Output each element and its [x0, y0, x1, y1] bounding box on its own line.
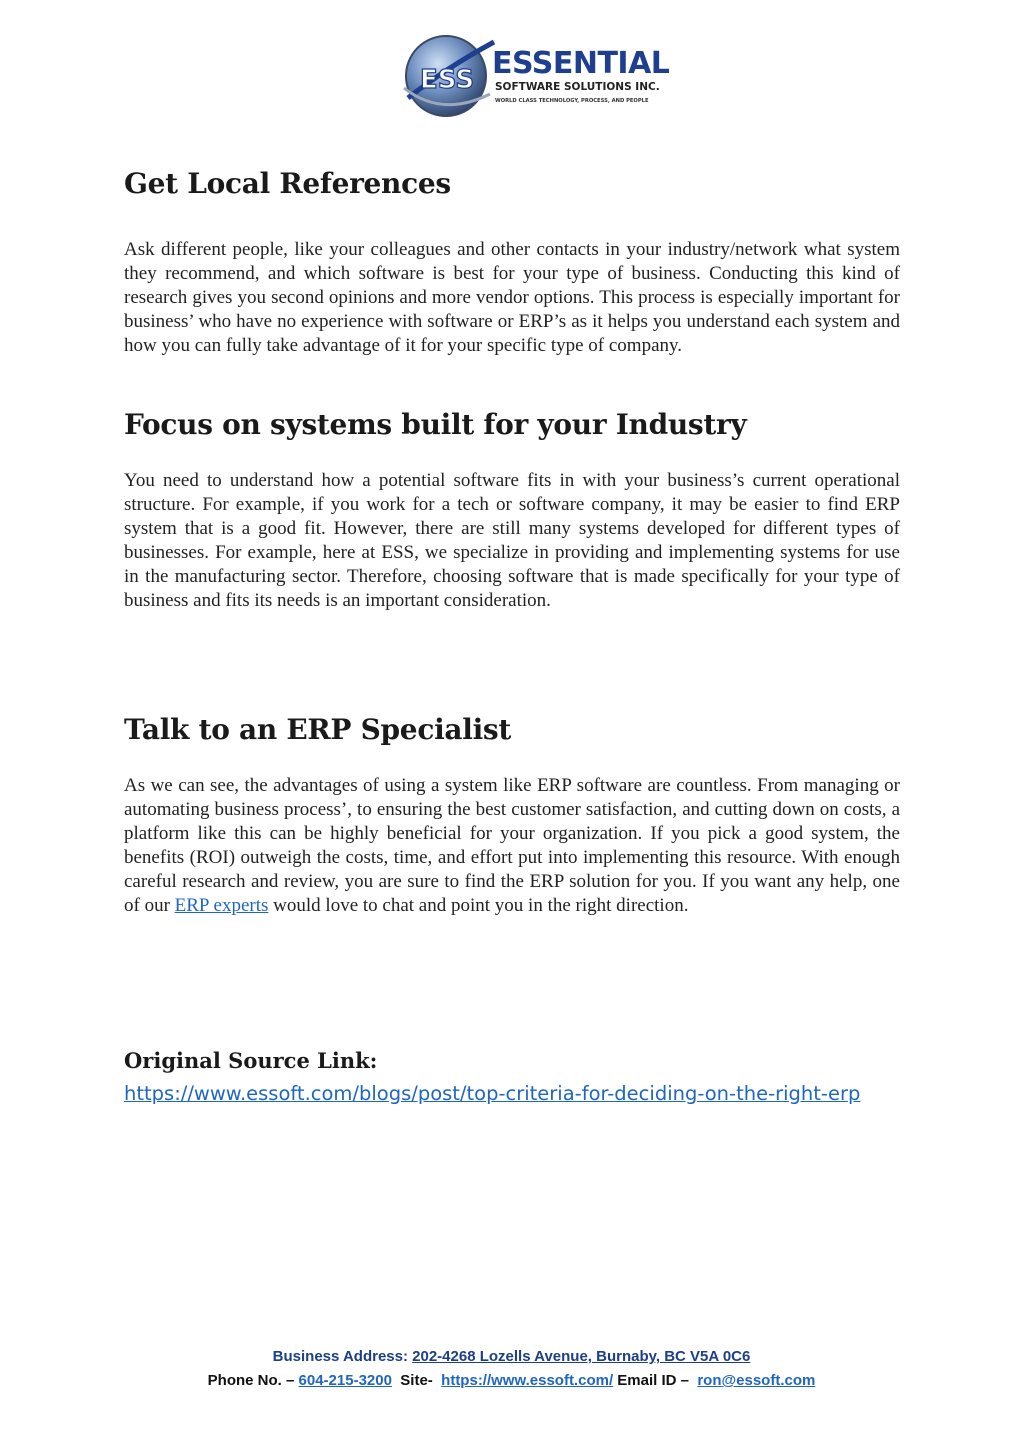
- heading-local-references: Get Local References: [124, 167, 451, 200]
- svg-text:ESS: ESS: [420, 65, 475, 95]
- phone-label: Phone No: [207, 1372, 278, 1389]
- section-erp-specialist: [124, 712, 900, 919]
- phone-separator: . –: [277, 1372, 295, 1389]
- email-link[interactable]: ron@essoft.com: [697, 1372, 816, 1389]
- section-industry-systems: [124, 407, 900, 614]
- paragraph-erp-specialist-text: As we can see, the advantages of using a system like ERP software are countless. From managing or automating business process’, to ensuring the best customer satisfaction, and cutting down on costs, a platform like this can be highly beneficial for your organization. If you pick a good system, the benefits (ROI) outweigh the costs, time, and effort put into implementing this resource. With enough careful research and review, you are sure to find the ERP solution for you. If you want any help, one of our: [124, 775, 900, 917]
- heading-industry-systems: Focus on systems built for your Industry: [124, 408, 747, 441]
- svg-text:ESSENTIAL: ESSENTIAL: [492, 46, 670, 81]
- erp-experts-link[interactable]: ERP experts: [174, 895, 269, 917]
- email-label: Email ID –: [617, 1372, 689, 1389]
- footer-address: [0, 1348, 1023, 1365]
- heading-erp-specialist: Talk to an ERP Specialist: [124, 713, 512, 746]
- address-link[interactable]: 202-4268 Lozells Avenue, Burnaby, BC V5A 0C6: [412, 1348, 751, 1365]
- paragraph-erp-specialist: [124, 774, 900, 919]
- paragraph-local-references: Ask different people, like your colleagues and other contacts in your industry/network what system they recommend, and which software is best for your type of business. Conducting this kind of research gives you second opinions and more vendor options. This process is especially important for business’ who have no experience with software or ERP’s as it helps you understand each system and how you can fully take advantage of it for your specific type of company.: [124, 239, 900, 357]
- svg-text:WORLD CLASS TECHNOLOGY, PROCES: WORLD CLASS TECHNOLOGY, PROCESS, AND PEOPLE: [495, 98, 649, 104]
- source-link-title: Original Source Link:: [124, 1048, 378, 1073]
- site-label: Site-: [400, 1372, 433, 1389]
- footer-contact: [0, 1372, 1023, 1389]
- paragraph-erp-specialist-end: would love to chat and point you in the right direction.: [273, 895, 689, 917]
- company-logo: [402, 28, 670, 120]
- address-label: Business Address:: [272, 1348, 408, 1365]
- phone-link[interactable]: 604-215-3200: [298, 1372, 392, 1389]
- section-local-references: [124, 166, 900, 358]
- svg-text:SOFTWARE SOLUTIONS INC.: SOFTWARE SOLUTIONS INC.: [495, 81, 660, 93]
- source-link-url[interactable]: https://www.essoft.com/blogs/post/top-criteria-for-deciding-on-the-right-erp: [124, 1082, 861, 1105]
- site-link[interactable]: https://www.essoft.com/: [441, 1372, 614, 1389]
- paragraph-industry-systems: You need to understand how a potential software fits in with your business’s current operational structure. For example, if you work for a tech or software company, it may be easier to find ERP system that is a good fit. However, there are still many systems developed for different types of businesses. For example, here at ESS, we specialize in providing and implementing systems for use in the manufacturing sector. Therefore, choosing software that is made specifically for your type of business and fits its needs is an important consideration.: [124, 470, 900, 612]
